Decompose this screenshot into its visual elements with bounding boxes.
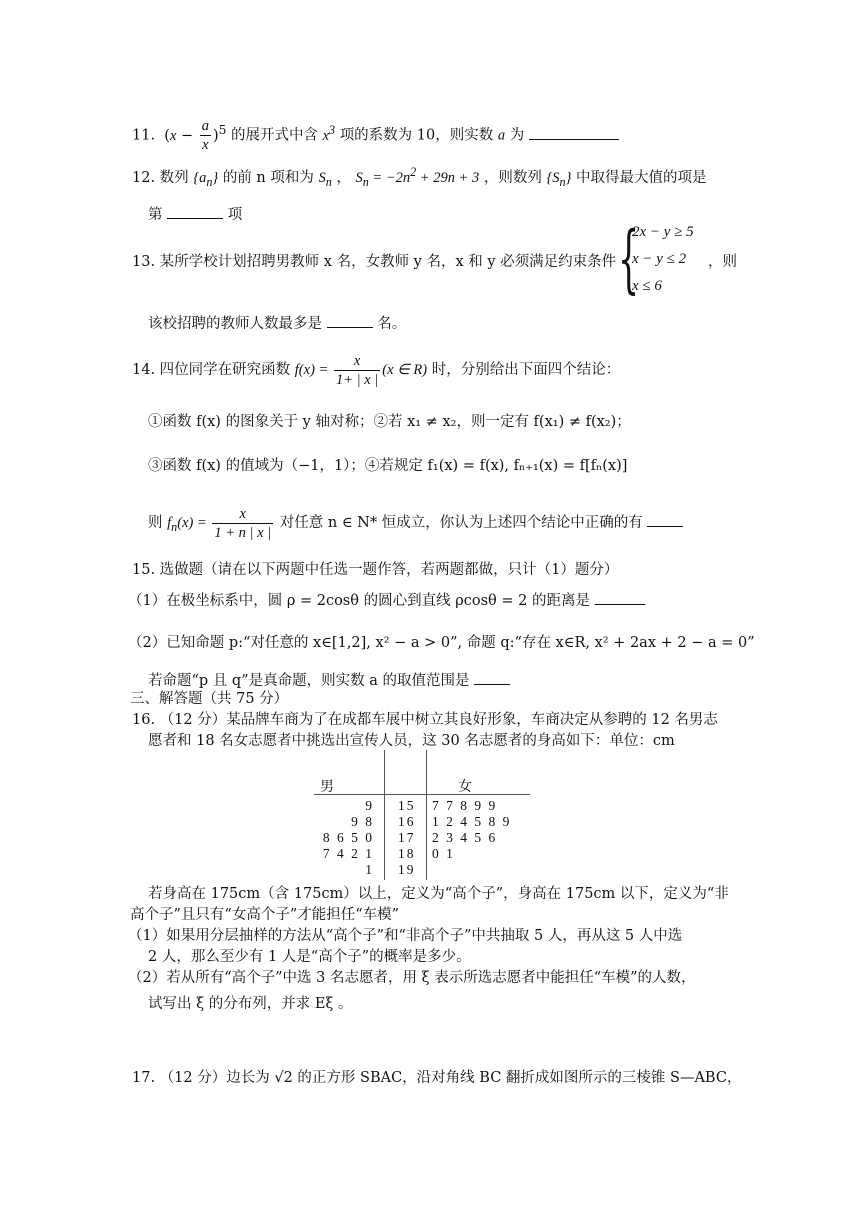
q14-conclusion-1-2: ①函数 f(x) 的图象关于 y 轴对称；②若 x₁ ≠ x₂，则一定有 f(x₁) ≠ f(x₂)； bbox=[148, 414, 631, 430]
q12-seq: $\{a_n\}$ bbox=[193, 169, 219, 189]
q12-formula: $S_n = -2n^2 + 29n + 3$ bbox=[355, 165, 480, 189]
q17-number: 17. bbox=[132, 1070, 156, 1086]
q14-intro bbox=[132, 352, 620, 389]
male-leaves-16: 9 8 bbox=[351, 814, 374, 829]
female-leaves-15: 7 7 8 9 9 bbox=[432, 798, 498, 813]
q15-title bbox=[132, 560, 618, 580]
stem-15: 15 bbox=[398, 798, 416, 813]
q13-cond3: x ≤ 6 bbox=[632, 278, 662, 294]
stem-divider-right bbox=[426, 750, 427, 880]
q11-number: 11. bbox=[132, 127, 156, 144]
q13-tail: ，则 bbox=[708, 254, 737, 270]
q13-line2 bbox=[148, 313, 406, 334]
q16-line2: 愿者和 18 名女志愿者中挑选出宣传人员，这 30 名志愿者的身高如下：单位：cm bbox=[148, 733, 675, 749]
stem-19: 19 bbox=[398, 862, 416, 877]
male-leaves-18: 7 4 2 1 bbox=[322, 846, 374, 861]
stem-header-rule bbox=[314, 794, 530, 795]
q11-answer-blank[interactable] bbox=[529, 125, 619, 140]
q15-part3-blank[interactable] bbox=[474, 670, 510, 685]
q13-cond1: 2x − y ≥ 5 bbox=[632, 224, 694, 240]
q12-line1 bbox=[132, 162, 707, 192]
q16-line1 bbox=[132, 710, 718, 730]
q13-answer-blank[interactable] bbox=[327, 313, 373, 328]
q12-sn: $S_n$ bbox=[318, 169, 332, 189]
female-leaves-16: 1 2 4 5 8 9 bbox=[432, 814, 512, 829]
q15-part3-text: 若命题“p 且 q”是真命题，则实数 a 的取值范围是 bbox=[148, 673, 470, 689]
q15-part2: （2）已知命题 p:“对任意的 x∈[1,2], x² − a > 0”, 命题 q:“存在 x∈R, x² + 2ax + 2 − a = 0” bbox=[128, 635, 755, 651]
q12-text-b: 的前 n 项和为 bbox=[222, 169, 314, 186]
male-leaves-19: 1 bbox=[365, 862, 374, 877]
stem-leaf-plot bbox=[300, 750, 540, 880]
stem-16: 16 bbox=[398, 814, 416, 829]
q12-number: 12. bbox=[132, 169, 156, 186]
q16-sub2-line1: （2）若从所有“高个子”中选 3 名志愿者，用 ξ 表示所选志愿者中能担任“车模”的人数， bbox=[128, 970, 696, 986]
q16-sub2-line2: 试写出 ξ 的分布列，并求 Eξ 。 bbox=[148, 996, 353, 1012]
q15-part1-text: （1）在极坐标系中，圆 ρ = 2cosθ 的圆心到直线 ρcosθ = 2 的距离是 bbox=[128, 593, 590, 609]
male-leaves-15: 9 bbox=[365, 798, 374, 813]
q12-line2-a: 第 bbox=[148, 207, 163, 223]
q17-text: （12 分）边长为 √2 的正方形 SBAC，沿对角线 BC 翻折成如图所示的三棱锥 S—ABC， bbox=[159, 1070, 742, 1086]
q15-part3 bbox=[148, 670, 510, 691]
q11-x-cubed: $x^3$ bbox=[322, 122, 336, 144]
q14-c4-b: 对任意 n ∈ N* 恒成立，你认为上述四个结论中正确的有 bbox=[279, 514, 643, 531]
q15-part1-blank[interactable] bbox=[595, 590, 645, 605]
q13-line2-a: 该校招聘的教师人数最多是 bbox=[148, 316, 322, 332]
stem-17: 17 bbox=[398, 830, 416, 845]
male-label: 男 bbox=[320, 780, 334, 795]
q16-after1: 若身高在 175cm（含 175cm）以上，定义为“高个子”，身高在 175cm 以下，定义为“非 bbox=[148, 886, 729, 902]
female-leaves-17: 2 3 4 5 6 bbox=[432, 830, 498, 845]
q16-number: 16. bbox=[132, 712, 156, 728]
q13-cond2: x − y ≤ 2 bbox=[632, 251, 687, 267]
q16-after2: 高个子”且只有“女高个子”才能担任“车模” bbox=[130, 907, 400, 923]
q12-answer-blank[interactable] bbox=[167, 204, 223, 219]
q14-intro-b: 时，分别给出下面四个结论： bbox=[431, 361, 621, 378]
q12-seq-s: $\{S_n\}$ bbox=[546, 169, 572, 189]
q14-c4-a: 则 bbox=[148, 514, 163, 531]
q12-line2 bbox=[148, 204, 242, 225]
q15-part1 bbox=[128, 590, 645, 611]
q15-title-text: 选做题（请在以下两题中任选一题作答，若两题都做，只计（1）题分） bbox=[159, 562, 619, 578]
q12-line2-b: 项 bbox=[227, 207, 243, 223]
q14-answer-blank[interactable] bbox=[647, 512, 683, 527]
q13-brace: { bbox=[618, 216, 640, 302]
q15-number: 15. bbox=[132, 562, 156, 578]
q11-line bbox=[132, 117, 619, 154]
q11-var-a: a bbox=[497, 127, 506, 144]
q11-text-b: 项的系数为 10，则实数 bbox=[339, 127, 494, 144]
q12-text-e: 中取得最大值的项是 bbox=[576, 169, 707, 186]
q13-text: 某所学校计划招聘男教师 x 名，女教师 y 名，x 和 y 必须满足约束条件 bbox=[159, 254, 617, 270]
stem-divider-left bbox=[384, 750, 385, 880]
q14-function: f(x) = $\frac{x}{1+ | x |}$ (x ∈ R) bbox=[294, 353, 428, 388]
q12-text-a: 数列 bbox=[159, 169, 189, 186]
q14-intro-a: 四位同学在研究函数 bbox=[159, 361, 291, 378]
q14-conclusion-3-4: ③函数 f(x) 的值域为（−1，1）；④若规定 f₁(x) = f(x), fₙ₊₁(x) = f[fₙ(x)] bbox=[148, 458, 628, 474]
q16-line1-text: （12 分）某品牌车商为了在成都车展中树立其良好形象，车商决定从参聘的 12 名男志 bbox=[159, 712, 718, 728]
q14-number: 14. bbox=[132, 361, 156, 378]
q13-line2-b: 名。 bbox=[377, 316, 407, 332]
female-label: 女 bbox=[458, 780, 472, 795]
stem-18: 18 bbox=[398, 846, 416, 861]
q12-text-d: ，则数列 bbox=[483, 169, 542, 186]
q11-text-a: 的展开式中含 bbox=[230, 127, 318, 144]
male-leaves-17: 8 6 5 0 bbox=[322, 830, 374, 845]
q16-sub1-line1: （1）如果用分层抽样的方法从“高个子”和“非高个子”中共抽取 5 人，再从这 5 人中选 bbox=[128, 928, 683, 944]
q14-conclusion-4-cont bbox=[148, 505, 683, 542]
q17-line1 bbox=[132, 1068, 741, 1088]
q11-text-c: 为 bbox=[509, 127, 525, 144]
q13-line1 bbox=[132, 252, 616, 272]
q12-text-c: ， bbox=[336, 169, 351, 186]
q14-fn-formula: $f_n(x)$ = $\frac{x}{1 + n | x |}$ bbox=[167, 506, 272, 541]
q16-sub1-line2: 2 人，那么至少有 1 人是“高个子”的概率是多少。 bbox=[148, 949, 471, 965]
section3-heading: 三、解答题（共 75 分） bbox=[130, 691, 289, 707]
female-leaves-18: 0 1 bbox=[432, 846, 455, 861]
q11-expression: (x − $\frac{a}{x}$ )$^5$ bbox=[159, 118, 227, 153]
q13-number: 13. bbox=[132, 254, 156, 270]
